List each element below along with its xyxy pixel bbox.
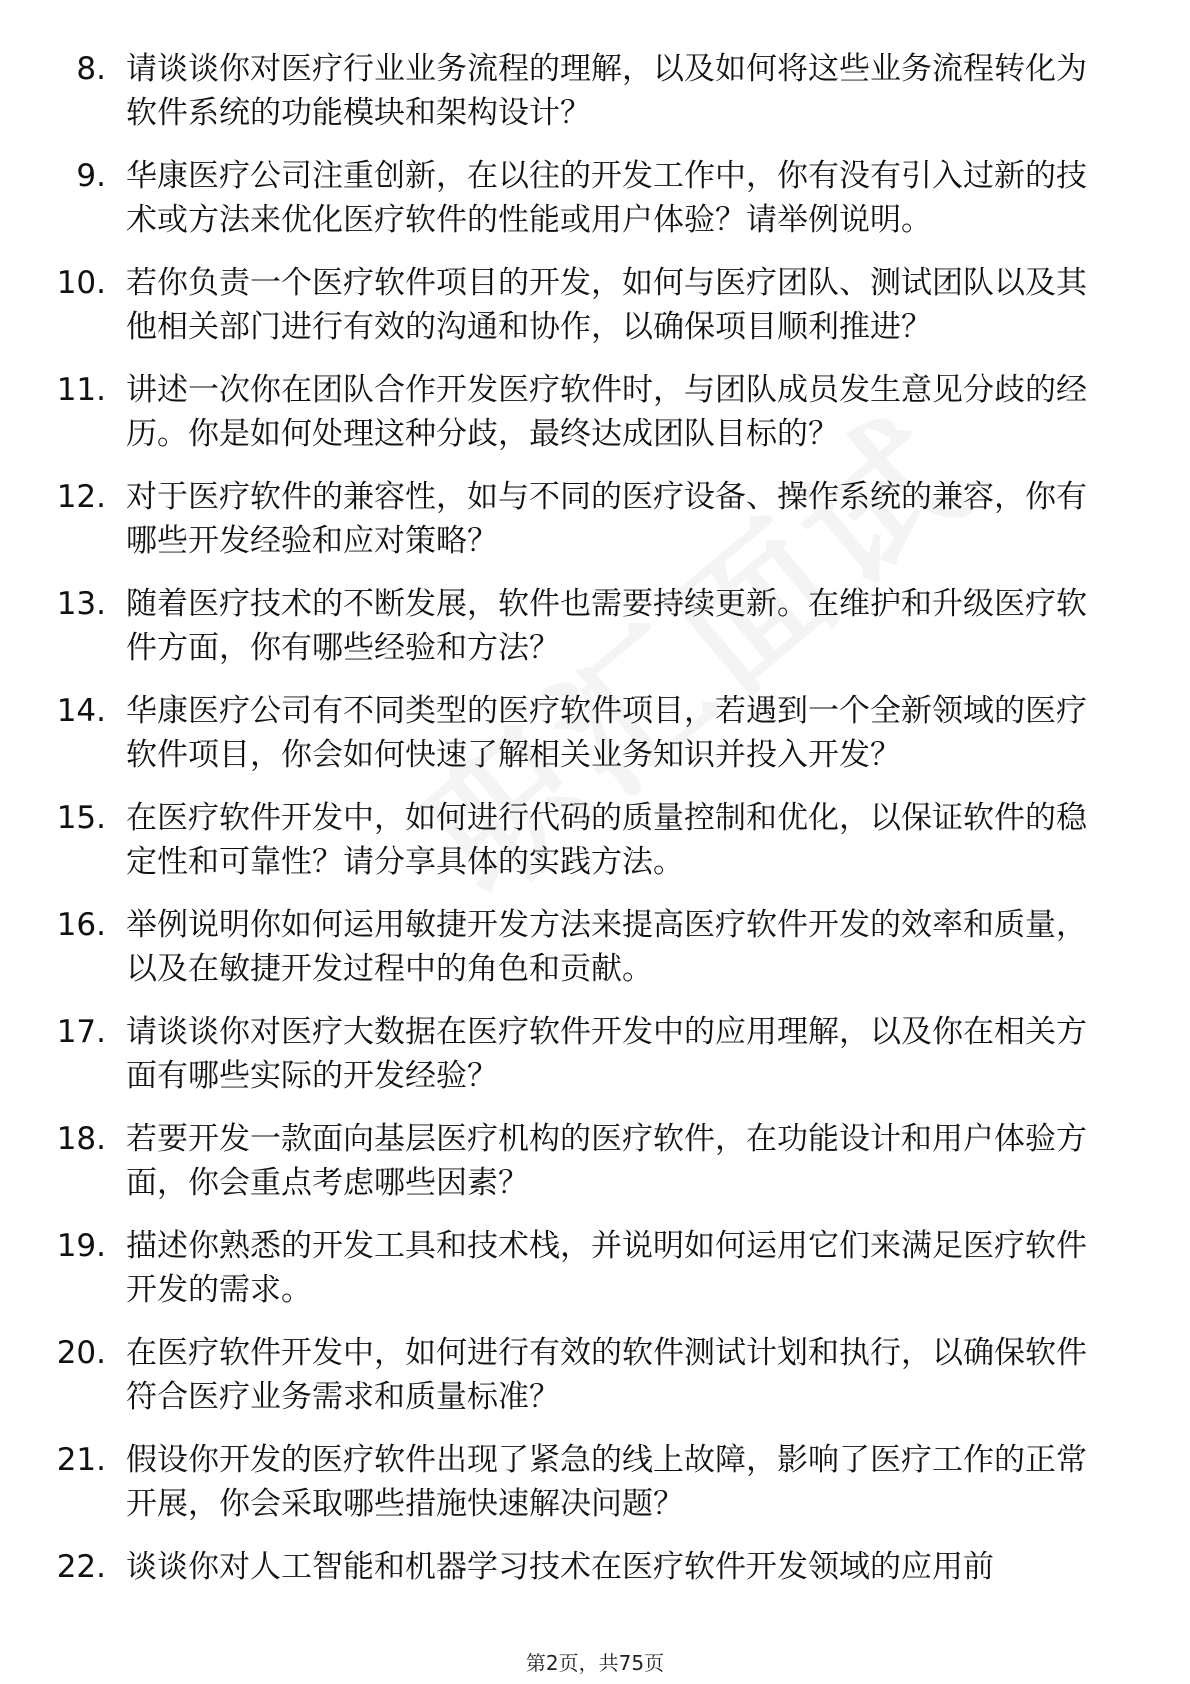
question-text: 华康医疗公司有不同类型的医疗软件项目，若遇到一个全新领域的医疗软件项目，你会如何快速了解相关业务知识并投入开发？	[126, 693, 1087, 773]
question-item	[0, 1225, 1190, 1312]
question-item	[0, 476, 1190, 563]
question-number: 22.	[56, 1549, 106, 1585]
page-footer: 第2页，共75页	[525, 1651, 665, 1675]
question-number: 12.	[56, 479, 106, 515]
question-item	[0, 1439, 1190, 1526]
question-item	[0, 583, 1190, 670]
question-text: 华康医疗公司注重创新，在以往的开发工作中，你有没有引入过新的技术或方法来优化医疗软件的性能或用户体验？请举例说明。	[126, 158, 1087, 238]
question-number: 13.	[56, 586, 106, 622]
question-item	[0, 1332, 1190, 1419]
question-number: 19.	[56, 1228, 106, 1264]
question-item	[0, 48, 1190, 135]
question-number: 21.	[56, 1442, 106, 1478]
question-number: 14.	[56, 693, 106, 729]
question-number: 16.	[56, 907, 106, 943]
question-number: 15.	[56, 800, 106, 836]
question-number: 9.	[76, 158, 106, 194]
question-item	[0, 155, 1190, 242]
question-item	[0, 1011, 1190, 1098]
question-item	[0, 904, 1190, 991]
question-item	[0, 369, 1190, 456]
question-item	[0, 1118, 1190, 1205]
question-item	[0, 1546, 1190, 1590]
question-text: 在医疗软件开发中，如何进行有效的软件测试计划和执行，以确保软件符合医疗业务需求和质量标准？	[126, 1335, 1087, 1415]
question-text: 假设你开发的医疗软件出现了紧急的线上故障，影响了医疗工作的正常开展，你会采取哪些措施快速解决问题？	[126, 1442, 1087, 1522]
question-text: 在医疗软件开发中，如何进行代码的质量控制和优化，以保证软件的稳定性和可靠性？请分享具体的实践方法。	[126, 800, 1087, 880]
question-text: 对于医疗软件的兼容性，如与不同的医疗设备、操作系统的兼容，你有哪些开发经验和应对策略？	[126, 479, 1087, 559]
question-number: 18.	[56, 1121, 106, 1157]
question-number: 10.	[56, 265, 106, 301]
question-item	[0, 262, 1190, 349]
question-item	[0, 690, 1190, 777]
question-item	[0, 797, 1190, 884]
question-number: 8.	[76, 51, 106, 87]
question-text: 谈谈你对人工智能和机器学习技术在医疗软件开发领域的应用前	[126, 1549, 994, 1585]
question-text: 若你负责一个医疗软件项目的开发，如何与医疗团队、测试团队以及其他相关部门进行有效的沟通和协作，以确保项目顺利推进？	[126, 265, 1087, 345]
question-number: 17.	[56, 1014, 106, 1050]
question-text: 举例说明你如何运用敏捷开发方法来提高医疗软件开发的效率和质量，以及在敏捷开发过程中的角色和贡献。	[126, 907, 1087, 987]
question-text: 若要开发一款面向基层医疗机构的医疗软件，在功能设计和用户体验方面，你会重点考虑哪些因素？	[126, 1121, 1087, 1201]
question-list	[0, 48, 1190, 1610]
question-number: 20.	[56, 1335, 106, 1371]
question-number: 11.	[56, 372, 106, 408]
question-text: 描述你熟悉的开发工具和技术栈，并说明如何运用它们来满足医疗软件开发的需求。	[126, 1228, 1087, 1308]
question-text: 请谈谈你对医疗行业业务流程的理解，以及如何将这些业务流程转化为软件系统的功能模块和架构设计？	[126, 51, 1087, 131]
question-text: 讲述一次你在团队合作开发医疗软件时，与团队成员发生意见分歧的经历。你是如何处理这种分歧，最终达成团队目标的？	[126, 372, 1087, 452]
question-text: 随着医疗技术的不断发展，软件也需要持续更新。在维护和升级医疗软件方面，你有哪些经验和方法？	[126, 586, 1087, 666]
question-text: 请谈谈你对医疗大数据在医疗软件开发中的应用理解，以及你在相关方面有哪些实际的开发经验？	[126, 1014, 1087, 1094]
